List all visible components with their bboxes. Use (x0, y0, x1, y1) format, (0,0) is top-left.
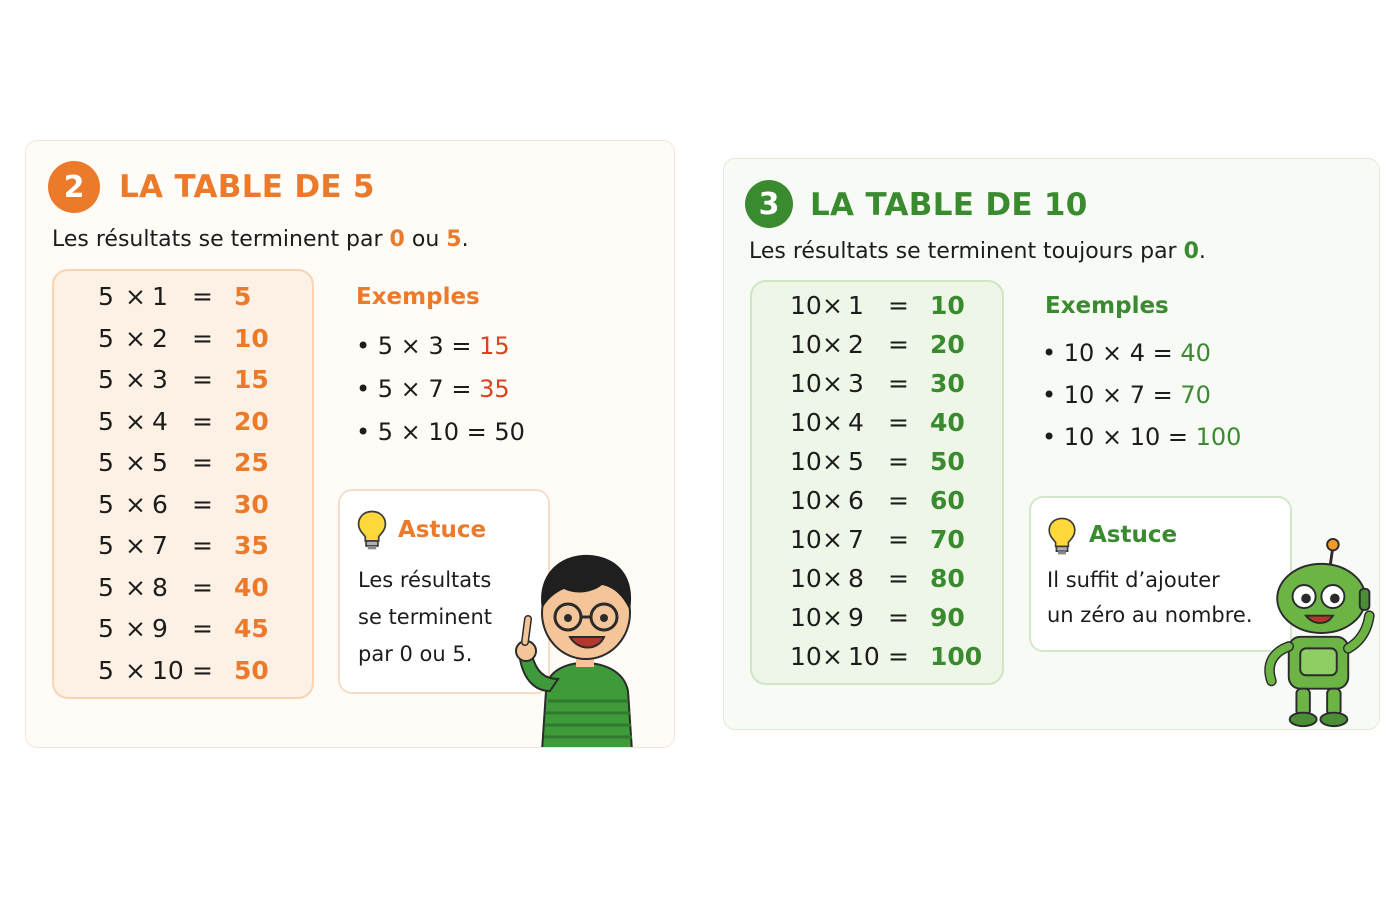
result-value: 70 (930, 525, 965, 554)
operand-b: 9 (848, 603, 864, 632)
section-title: LA TABLE DE 10 (810, 187, 1088, 223)
operand-b: 8 (848, 564, 864, 593)
operand-a: 5 (98, 282, 114, 311)
operand-b: 3 (152, 365, 168, 394)
equals-sign: = (888, 369, 909, 398)
operand-a: 10 (790, 486, 822, 515)
table-row (752, 637, 1002, 677)
lightbulb-icon (1046, 516, 1078, 556)
operand-a: 10 (790, 642, 822, 671)
times-sign: × (125, 572, 146, 602)
equals-sign: = (888, 564, 909, 593)
result-value: 60 (930, 486, 965, 515)
times-sign: × (822, 447, 843, 476)
result-value: 5 (234, 282, 252, 311)
result-value: 30 (930, 369, 965, 398)
operand-b: 5 (848, 447, 864, 476)
times-sign: × (822, 486, 843, 515)
table-row (54, 319, 312, 359)
examples-title: Exemples (1045, 293, 1169, 319)
operand-b: 1 (848, 291, 864, 320)
operand-a: 5 (98, 572, 114, 602)
times-sign: × (125, 489, 146, 519)
multiplication-table (52, 269, 314, 699)
table-10-card (723, 158, 1380, 730)
times-sign: × (125, 323, 146, 353)
example-item: • 10 × 7 = 70 (1042, 381, 1211, 409)
section-subtitle: Les résultats se terminent toujours par 0. (749, 239, 1206, 264)
operand-b: 6 (848, 486, 864, 515)
table-row (752, 520, 1002, 560)
tip-text-line: Il suffit d’ajouter (1047, 568, 1220, 592)
equals-sign: = (192, 572, 213, 602)
operand-a: 5 (98, 655, 114, 685)
equals-sign: = (888, 486, 909, 515)
operand-a: 5 (98, 323, 114, 353)
times-sign: × (822, 330, 843, 359)
multiplication-table (750, 280, 1004, 685)
equals-sign: = (192, 655, 213, 685)
operand-b: 6 (152, 489, 168, 519)
operand-b: 7 (152, 531, 168, 560)
tip-title: Astuce (1089, 522, 1178, 548)
equals-sign: = (888, 291, 909, 320)
result-value: 40 (234, 572, 269, 602)
operand-a: 5 (98, 531, 114, 560)
operand-a: 5 (98, 406, 114, 436)
times-sign: × (125, 531, 146, 560)
lightbulb-icon (355, 509, 389, 551)
operand-a: 5 (98, 614, 114, 643)
operand-b: 2 (848, 330, 864, 359)
table-row (54, 568, 312, 608)
example-item: • 5 × 3 = 15 (356, 332, 510, 360)
operand-b: 3 (848, 369, 864, 398)
equals-sign: = (888, 603, 909, 632)
operand-b: 8 (152, 572, 168, 602)
table-row (54, 402, 312, 442)
tip-box (1029, 496, 1292, 652)
tip-text-line: un zéro au nombre. (1047, 603, 1253, 627)
operand-a: 10 (790, 564, 822, 593)
tip-text-line: par 0 ou 5. (358, 642, 473, 666)
equals-sign: = (888, 642, 909, 671)
equals-sign: = (192, 282, 213, 311)
table-row (752, 559, 1002, 599)
table-5-card (25, 140, 675, 748)
times-sign: × (822, 291, 843, 320)
result-value: 45 (234, 614, 269, 643)
example-item: • 5 × 7 = 35 (356, 375, 510, 403)
operand-b: 9 (152, 614, 168, 643)
table-row (752, 325, 1002, 365)
table-row (752, 364, 1002, 404)
operand-a: 5 (98, 448, 114, 477)
table-row (54, 360, 312, 400)
result-value: 80 (930, 564, 965, 593)
examples-title: Exemples (356, 284, 480, 310)
equals-sign: = (888, 447, 909, 476)
example-item: • 5 × 10 = 50 (356, 418, 525, 446)
table-row (54, 526, 312, 566)
section-title: LA TABLE DE 5 (119, 169, 375, 205)
result-value: 10 (234, 323, 269, 353)
equals-sign: = (192, 489, 213, 519)
equals-sign: = (192, 365, 213, 394)
tip-title: Astuce (398, 517, 487, 543)
equals-sign: = (192, 531, 213, 560)
table-row (752, 598, 1002, 638)
result-value: 10 (930, 291, 965, 320)
operand-a: 10 (790, 369, 822, 398)
table-row (752, 442, 1002, 482)
result-value: 90 (930, 603, 965, 632)
times-sign: × (822, 564, 843, 593)
table-row (752, 403, 1002, 443)
result-value: 100 (930, 642, 983, 671)
times-sign: × (125, 406, 146, 436)
times-sign: × (125, 448, 146, 477)
tip-text-line: se terminent (358, 605, 493, 629)
equals-sign: = (192, 406, 213, 436)
result-value: 30 (234, 489, 269, 519)
result-value: 50 (930, 447, 965, 476)
operand-b: 10 (848, 642, 880, 671)
table-row (752, 481, 1002, 521)
result-value: 20 (234, 406, 269, 436)
operand-a: 10 (790, 525, 822, 554)
times-sign: × (822, 603, 843, 632)
tip-text-line: Les résultats (358, 568, 492, 592)
operand-a: 10 (790, 330, 822, 359)
operand-b: 1 (152, 282, 168, 311)
operand-b: 4 (848, 408, 864, 437)
result-value: 20 (930, 330, 965, 359)
times-sign: × (125, 365, 146, 394)
result-value: 50 (234, 655, 269, 685)
operand-b: 5 (152, 448, 168, 477)
times-sign: × (822, 525, 843, 554)
table-row (54, 609, 312, 649)
section-number-badge: 2 (48, 161, 100, 213)
result-value: 35 (234, 531, 269, 560)
equals-sign: = (192, 448, 213, 477)
operand-b: 7 (848, 525, 864, 554)
operand-a: 10 (790, 447, 822, 476)
table-row (54, 651, 312, 691)
operand-a: 10 (790, 603, 822, 632)
example-item: • 10 × 10 = 100 (1042, 423, 1242, 451)
result-value: 15 (234, 365, 269, 394)
times-sign: × (822, 408, 843, 437)
example-item: • 10 × 4 = 40 (1042, 339, 1211, 367)
boy-mascot-illustration (506, 541, 656, 748)
operand-a: 10 (790, 408, 822, 437)
times-sign: × (125, 614, 146, 643)
table-row (54, 443, 312, 483)
times-sign: × (822, 369, 843, 398)
operand-a: 5 (98, 489, 114, 519)
equals-sign: = (888, 408, 909, 437)
times-sign: × (125, 282, 146, 311)
operand-b: 10 (152, 655, 184, 685)
table-row (54, 485, 312, 525)
robot-mascot-illustration (1256, 537, 1380, 729)
operand-b: 2 (152, 323, 168, 353)
result-value: 40 (930, 408, 965, 437)
operand-a: 5 (98, 365, 114, 394)
times-sign: × (125, 655, 146, 685)
table-row (54, 277, 312, 317)
result-value: 25 (234, 448, 269, 477)
section-subtitle: Les résultats se terminent par 0 ou 5. (52, 227, 469, 252)
equals-sign: = (888, 330, 909, 359)
operand-a: 10 (790, 291, 822, 320)
table-row (752, 286, 1002, 326)
equals-sign: = (192, 614, 213, 643)
equals-sign: = (888, 525, 909, 554)
section-number-badge: 3 (745, 180, 793, 228)
operand-b: 4 (152, 406, 168, 436)
equals-sign: = (192, 323, 213, 353)
times-sign: × (822, 642, 843, 671)
